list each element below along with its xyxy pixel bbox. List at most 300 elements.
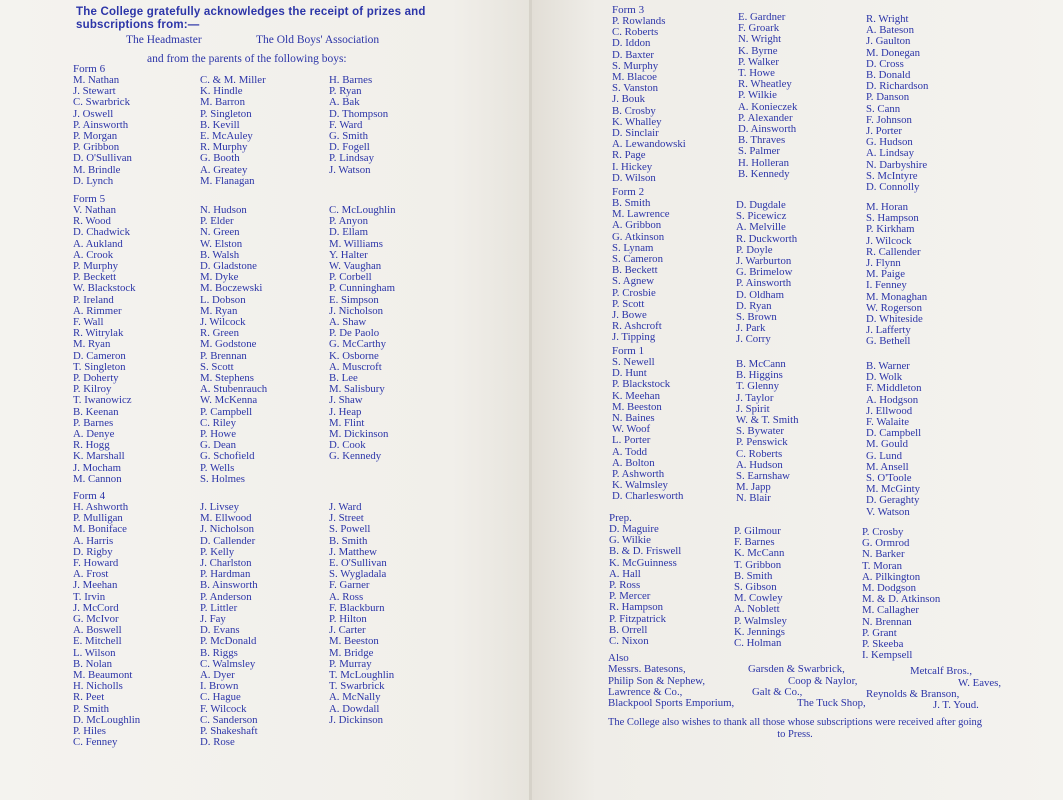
- name-entry: R. Witrylak: [73, 327, 124, 340]
- name-entry: D. Wilson: [612, 171, 656, 184]
- name-entry: D. Baxter: [612, 48, 654, 61]
- name-entry: A. Todd: [612, 445, 648, 458]
- name-entry: N. Hudson: [200, 204, 247, 216]
- name-entry: A. Konieczek: [738, 100, 798, 113]
- name-entry: D. Hunt: [612, 367, 647, 380]
- name-entry: B. Donald: [866, 69, 911, 82]
- name-entry: A. Shaw: [329, 316, 367, 329]
- name-entry: M. Lawrence: [612, 208, 670, 221]
- name-entry: F. Barnes: [734, 536, 775, 549]
- name-entry: M. Nathan: [73, 74, 120, 86]
- name-entry: P. Walmsley: [734, 614, 787, 627]
- name-entry: B. Kevill: [200, 118, 240, 131]
- form2-title: Form 2: [612, 186, 645, 198]
- name-entry: D. Rose: [200, 736, 235, 749]
- name-entry: B. Smith: [612, 197, 651, 209]
- name-entry: P. Anyon: [329, 215, 369, 228]
- name-entry: G. Bethell: [866, 335, 911, 348]
- name-entry: A. Crook: [73, 248, 114, 261]
- name-entry: M. Boczewski: [200, 282, 263, 295]
- name-entry: M. Williams: [329, 237, 383, 250]
- name-entry: B. & D. Friswell: [609, 545, 682, 558]
- name-entry: M. Beeston: [329, 635, 379, 648]
- prep-col2: [734, 526, 787, 649]
- also-row2-col1: Philip Son & Nephew,: [608, 675, 706, 687]
- name-entry: T. Swarbrick: [329, 680, 385, 693]
- also-row2-col3: W. Eaves,: [958, 677, 1002, 689]
- name-entry: D. Maguire: [609, 523, 659, 535]
- name-entry: P. Rowlands: [612, 15, 666, 27]
- name-entry: S. Agnew: [612, 275, 654, 288]
- name-entry: S. Picewicz: [736, 210, 787, 223]
- form2-col1: [612, 198, 670, 344]
- name-entry: J. McCord: [73, 601, 119, 614]
- name-entry: D. Oldham: [736, 288, 784, 301]
- name-entry: F. Walaite: [866, 416, 910, 429]
- name-entry: R. Wood: [73, 215, 111, 228]
- name-entry: M. Bridge: [329, 646, 374, 659]
- name-entry: D. O'Sullivan: [73, 152, 132, 165]
- name-entry: A. Frost: [73, 568, 109, 581]
- name-entry: V. Watson: [866, 505, 910, 518]
- name-entry: S. Gibson: [734, 581, 777, 594]
- name-entry: P. Lindsay: [329, 152, 374, 165]
- name-entry: D. Thompson: [329, 107, 389, 120]
- name-entry: M. McGinty: [866, 483, 920, 496]
- also-row3-col1: Lawrence & Co.,: [608, 686, 683, 698]
- also-title: Also: [608, 652, 629, 664]
- name-entry: K. Marshall: [73, 450, 125, 463]
- name-entry: B. Crosby: [612, 104, 656, 117]
- name-entry: P. Penswick: [736, 436, 788, 449]
- name-entry: J. Spirit: [736, 402, 770, 415]
- name-entry: T. Gribbon: [734, 558, 782, 571]
- name-entry: P. Elder: [200, 215, 234, 228]
- name-entry: A. Hudson: [736, 458, 783, 471]
- name-entry: A. Noblett: [734, 603, 780, 616]
- name-entry: Y. Halter: [329, 248, 368, 261]
- name-entry: P. Beckett: [73, 271, 117, 284]
- name-entry: J. Oswell: [73, 107, 114, 120]
- name-entry: P. Gilmour: [734, 525, 781, 537]
- name-entry: R. Callender: [866, 245, 921, 258]
- name-entry: R. Duckworth: [736, 232, 798, 245]
- name-entry: K. Jennings: [734, 625, 785, 638]
- name-entry: M. Cannon: [73, 472, 122, 485]
- name-entry: J. Street: [329, 512, 364, 525]
- name-entry: M. Ryan: [200, 304, 238, 317]
- name-entry: K. Byrne: [738, 44, 778, 57]
- also-row3-col3: Reynolds & Branson,: [866, 688, 960, 700]
- name-entry: B. Walsh: [200, 248, 240, 261]
- name-entry: G. Atkinson: [612, 230, 665, 243]
- name-entry: D. Wolk: [866, 371, 903, 384]
- name-entry: J. Gaulton: [866, 35, 911, 48]
- name-entry: D. Chadwick: [73, 226, 130, 239]
- name-entry: M. Gould: [866, 438, 908, 451]
- name-entry: R. Wright: [866, 13, 909, 25]
- name-entry: F. Groark: [738, 22, 780, 35]
- name-entry: D. Ellam: [329, 226, 368, 239]
- name-entry: A. Hall: [609, 567, 641, 580]
- donor-headmaster: The Headmaster: [126, 34, 202, 46]
- name-entry: M. Flint: [329, 416, 365, 429]
- name-entry: K. Whalley: [612, 115, 662, 128]
- name-entry: P. Kilroy: [73, 383, 112, 396]
- name-entry: S. Lynam: [612, 241, 654, 254]
- name-entry: P. Wilkie: [738, 89, 777, 102]
- name-entry: P. Blackstock: [612, 378, 671, 391]
- name-entry: M. Dickinson: [329, 428, 389, 441]
- name-entry: M. Brindle: [73, 163, 121, 176]
- name-entry: J. Nicholson: [329, 304, 383, 317]
- name-entry: P. Skeeba: [862, 638, 904, 651]
- name-entry: J. Wilcock: [200, 316, 246, 329]
- name-entry: F. Howard: [73, 557, 119, 570]
- name-entry: M. Callagher: [862, 604, 919, 617]
- name-entry: A. Rimmer: [73, 304, 122, 317]
- name-entry: B. McCann: [736, 358, 786, 370]
- name-entry: J. Warburton: [736, 255, 792, 268]
- name-entry: P. Scott: [612, 297, 645, 310]
- form3-col1: [612, 16, 686, 184]
- name-entry: N. Baines: [612, 412, 655, 425]
- name-entry: P. Hardman: [200, 568, 251, 581]
- name-entry: S. Bywater: [736, 425, 784, 438]
- name-entry: S. Palmer: [738, 145, 780, 158]
- name-entry: D. Whiteside: [866, 313, 923, 326]
- name-entry: L. Porter: [612, 434, 651, 447]
- form2-col2: [736, 200, 797, 346]
- page-gutter: [529, 0, 532, 800]
- name-entry: P. Ross: [609, 579, 641, 592]
- name-entry: M. Boniface: [73, 523, 127, 536]
- name-entry: T. Moran: [862, 559, 902, 572]
- name-entry: C. Sanderson: [200, 713, 258, 726]
- name-entry: M. Dyke: [200, 271, 239, 284]
- name-entry: M. Blacoe: [612, 71, 657, 84]
- name-entry: G. McIvor: [73, 613, 119, 626]
- prep-col1: [609, 524, 681, 647]
- name-entry: S. Cameron: [612, 253, 663, 266]
- also-row4-col1: Blackpool Sports Emporium,: [608, 697, 735, 709]
- name-entry: S. Vanston: [612, 82, 658, 95]
- name-entry: S. Murphy: [612, 59, 659, 72]
- name-entry: J. Wilcock: [866, 234, 912, 247]
- form4-col3: [329, 502, 394, 726]
- name-entry: B. Higgins: [736, 369, 783, 382]
- name-entry: B. Ainsworth: [200, 579, 258, 592]
- name-entry: A. Lewandowski: [612, 138, 686, 151]
- name-entry: A. Hodgson: [866, 393, 919, 406]
- name-entry: F. Wall: [73, 316, 104, 329]
- form6-col1: [73, 75, 132, 187]
- name-entry: B. Thraves: [738, 134, 786, 147]
- name-entry: D. Ainsworth: [738, 123, 797, 136]
- name-entry: R. Green: [200, 327, 239, 340]
- name-entry: S. Powell: [329, 523, 371, 536]
- name-entry: J. Charlston: [200, 557, 252, 570]
- name-entry: G. Brimelow: [736, 266, 793, 279]
- name-entry: E. Gardner: [738, 11, 786, 23]
- name-entry: P. Hilton: [329, 613, 367, 626]
- name-entry: G. Hudson: [866, 136, 913, 149]
- name-entry: J. Shaw: [329, 394, 363, 407]
- name-entry: K. Osborne: [329, 349, 379, 362]
- name-entry: J. Meehan: [73, 579, 118, 592]
- name-entry: B. Beckett: [612, 264, 658, 277]
- name-entry: J. Carter: [329, 624, 366, 637]
- form5-title: Form 5: [73, 193, 106, 205]
- name-entry: J. Lafferty: [866, 324, 911, 337]
- name-entry: J. Watson: [329, 163, 371, 176]
- name-entry: G. Ormrod: [862, 537, 910, 550]
- name-entry: I. Brown: [200, 680, 239, 693]
- name-entry: E. O'Sullivan: [329, 557, 387, 570]
- name-entry: A. Bak: [329, 96, 360, 109]
- name-entry: J. Bouk: [612, 93, 645, 106]
- prep-col3: [862, 527, 940, 661]
- form6-col2: [200, 75, 266, 187]
- name-entry: A. Dowdall: [329, 702, 380, 715]
- name-entry: C. Holman: [734, 637, 782, 650]
- name-entry: M. Flanagan: [200, 174, 255, 187]
- name-entry: G. Kennedy: [329, 450, 382, 463]
- name-entry: N. Blair: [736, 492, 771, 505]
- name-entry: P. Mercer: [609, 590, 651, 603]
- name-entry: C. Roberts: [736, 447, 783, 460]
- name-entry: P. Kelly: [200, 545, 235, 558]
- name-entry: J. Corry: [736, 333, 771, 346]
- name-entry: G. Lund: [866, 449, 902, 462]
- name-entry: A. Muscroft: [329, 360, 382, 373]
- name-entry: W. Elston: [200, 237, 243, 250]
- form6-title: Form 6: [73, 63, 106, 75]
- name-entry: D. Geraghty: [866, 494, 920, 507]
- name-entry: F. Middleton: [866, 382, 922, 395]
- name-entry: I. Fenney: [866, 279, 907, 292]
- name-entry: S. Newell: [612, 356, 655, 368]
- name-entry: R. Hampson: [609, 601, 663, 614]
- name-entry: D. Gladstone: [200, 260, 257, 273]
- name-entry: W. Woof: [612, 423, 651, 436]
- name-entry: D. Rigby: [73, 545, 113, 558]
- name-entry: J. Bowe: [612, 309, 647, 322]
- donor-old-boys: The Old Boys' Association: [256, 34, 380, 46]
- name-entry: N. Brennan: [862, 615, 912, 628]
- name-entry: D. Connolly: [866, 181, 920, 194]
- name-entry: D. Cameron: [73, 349, 126, 362]
- name-entry: M. Barron: [200, 96, 245, 109]
- name-entry: K. Walmsley: [612, 479, 668, 492]
- name-entry: T. Glenny: [736, 380, 779, 393]
- name-entry: P. Alexander: [738, 111, 793, 124]
- name-entry: A. Pilkington: [862, 570, 921, 583]
- name-entry: K. McCann: [734, 547, 785, 560]
- name-entry: M. Stephens: [200, 372, 254, 385]
- name-entry: P. Campbell: [200, 405, 253, 418]
- name-entry: S. Earnshaw: [736, 470, 790, 483]
- name-entry: J. Heap: [329, 405, 362, 418]
- form2-col3: [866, 202, 927, 348]
- name-entry: C. Hague: [200, 691, 241, 704]
- name-entry: M. Ansell: [866, 460, 909, 473]
- name-entry: A. Aukland: [73, 237, 123, 250]
- name-entry: P. Smith: [73, 702, 110, 715]
- name-entry: P. De Paolo: [329, 327, 380, 340]
- form1-col1: [612, 357, 683, 503]
- also-row3-col2: Galt & Co.,: [752, 686, 803, 698]
- name-entry: S. Brown: [736, 311, 777, 324]
- name-entry: J. Ellwood: [866, 404, 913, 417]
- name-entry: F. Garner: [329, 579, 370, 592]
- acknowledgement-heading-line2: subscriptions from:—: [76, 19, 200, 31]
- name-entry: A. Greatey: [200, 163, 248, 176]
- form4-col2: [200, 502, 258, 748]
- name-entry: P. Littler: [200, 601, 238, 614]
- name-entry: A. Dyer: [200, 669, 235, 682]
- name-entry: H. Barnes: [329, 74, 373, 86]
- name-entry: F. Johnson: [866, 113, 912, 126]
- name-entry: J. Mocham: [73, 461, 121, 474]
- name-entry: S. Holmes: [200, 472, 245, 485]
- name-entry: C. Fenney: [73, 736, 118, 749]
- name-entry: P. Singleton: [200, 107, 252, 120]
- name-entry: T. Singleton: [73, 360, 126, 373]
- name-entry: L. Dobson: [200, 293, 246, 306]
- name-entry: T. Iwanowicz: [73, 394, 132, 407]
- name-entry: A. McNally: [329, 691, 381, 704]
- name-entry: J. Flynn: [866, 257, 901, 270]
- name-entry: P. Crosby: [862, 526, 904, 538]
- name-entry: T. Irvin: [73, 590, 106, 603]
- name-entry: P. Ainsworth: [736, 277, 792, 290]
- name-entry: D. Cook: [329, 439, 366, 452]
- name-entry: T. Howe: [738, 67, 775, 80]
- name-entry: A. Denye: [73, 428, 115, 441]
- name-entry: M. Horan: [866, 201, 908, 213]
- form5-col1: [73, 205, 136, 485]
- name-entry: H. Nicholls: [73, 680, 123, 693]
- name-entry: N. Green: [200, 226, 240, 239]
- acknowledgement-heading-line1: The College gratefully acknowledges the receipt of prizes and: [76, 6, 426, 18]
- name-entry: G. Schofield: [200, 450, 255, 463]
- name-entry: D. Sinclair: [612, 127, 659, 140]
- name-entry: V. Nathan: [73, 204, 116, 216]
- name-entry: P. Grant: [862, 626, 897, 639]
- name-entry: R. Peet: [73, 691, 105, 704]
- form3-col2: [738, 12, 797, 180]
- name-entry: F. Wilcock: [200, 702, 247, 715]
- name-entry: C. Walmsley: [200, 657, 256, 670]
- name-entry: S. Hampson: [866, 212, 919, 225]
- name-entry: M. Monaghan: [866, 290, 928, 303]
- name-entry: B. Keenan: [73, 405, 119, 418]
- form1-col3: [866, 361, 922, 518]
- name-entry: P. Kirkham: [866, 223, 915, 236]
- name-entry: P. Mulligan: [73, 512, 123, 525]
- name-entry: P. Cunningham: [329, 282, 395, 295]
- name-entry: C. Riley: [200, 416, 236, 429]
- name-entry: G. Wilkie: [609, 534, 651, 547]
- name-entry: A. Lindsay: [866, 147, 914, 160]
- name-entry: E. McAuley: [200, 130, 253, 143]
- name-entry: W. Vaughan: [329, 260, 382, 273]
- name-entry: J. Livsey: [200, 501, 239, 513]
- name-entry: B. Lee: [329, 372, 358, 385]
- name-entry: A. Gribbon: [612, 219, 662, 232]
- name-entry: F. Ward: [329, 118, 363, 131]
- name-entry: M. Donegan: [866, 46, 920, 59]
- name-entry: P. Fitzpatrick: [609, 612, 666, 625]
- name-entry: C. McLoughlin: [329, 204, 396, 216]
- thanks-note: The College also wishes to thank all those whose subscriptions were received after going to Press.: [607, 717, 983, 740]
- name-entry: P. Murphy: [73, 260, 118, 273]
- name-entry: S. Scott: [200, 360, 234, 373]
- name-entry: K. Meehan: [612, 389, 660, 402]
- name-entry: M. Beaumont: [73, 669, 133, 682]
- name-entry: B. Nolan: [73, 657, 112, 670]
- name-entry: C. & M. Miller: [200, 74, 266, 86]
- name-entry: D. Evans: [200, 624, 240, 637]
- name-entry: I. Hickey: [612, 160, 653, 173]
- name-entry: A. Bateson: [866, 24, 914, 37]
- name-entry: C. Swarbrick: [73, 96, 130, 109]
- form4-title: Form 4: [73, 490, 106, 502]
- name-entry: R. Page: [612, 149, 646, 162]
- name-entry: C. Roberts: [612, 26, 659, 39]
- name-entry: W. Rogerson: [866, 301, 922, 314]
- name-entry: G. Dean: [200, 439, 236, 452]
- name-entry: M. Ryan: [73, 338, 111, 351]
- name-entry: M. Godstone: [200, 338, 257, 351]
- also-row2-col2: Coop & Naylor,: [788, 675, 858, 687]
- name-entry: S. Cann: [866, 102, 901, 115]
- name-entry: W. McKenna: [200, 394, 258, 407]
- name-entry: M. Dodgson: [862, 582, 916, 595]
- name-entry: A. Stubenrauch: [200, 383, 268, 396]
- name-entry: G. Booth: [200, 152, 240, 165]
- name-entry: B. Orrell: [609, 623, 648, 636]
- name-entry: P. Doyle: [736, 243, 773, 256]
- name-entry: D. Ryan: [736, 299, 772, 312]
- name-entry: A. Bolton: [612, 456, 655, 469]
- name-entry: K. Hindle: [200, 85, 243, 98]
- name-entry: D. Richardson: [866, 80, 929, 93]
- name-entry: D. Cross: [866, 57, 904, 70]
- name-entry: P. Ashworth: [612, 468, 665, 481]
- name-entry: S. Wygladala: [329, 568, 387, 581]
- name-entry: J. Park: [736, 322, 766, 335]
- name-entry: J. Fay: [200, 613, 226, 626]
- name-entry: J. Tipping: [612, 331, 656, 344]
- name-entry: P. Barnes: [73, 416, 114, 429]
- name-entry: R. Murphy: [200, 141, 248, 154]
- name-entry: D. Campbell: [866, 427, 922, 440]
- prep-title: Prep.: [609, 512, 632, 524]
- name-entry: S. O'Toole: [866, 472, 912, 485]
- form3-title: Form 3: [612, 4, 645, 16]
- name-entry: E. Mitchell: [73, 635, 122, 648]
- also-row1-col3: Metcalf Bros.,: [910, 665, 973, 677]
- name-entry: P. McDonald: [200, 635, 257, 648]
- name-entry: J. Dickinson: [329, 713, 383, 726]
- form5-col2: [200, 205, 267, 485]
- name-entry: K. McGuinness: [609, 556, 677, 569]
- name-entry: J. Matthew: [329, 545, 377, 558]
- name-entry: P. Brennan: [200, 349, 247, 362]
- name-entry: A. Boswell: [73, 624, 122, 637]
